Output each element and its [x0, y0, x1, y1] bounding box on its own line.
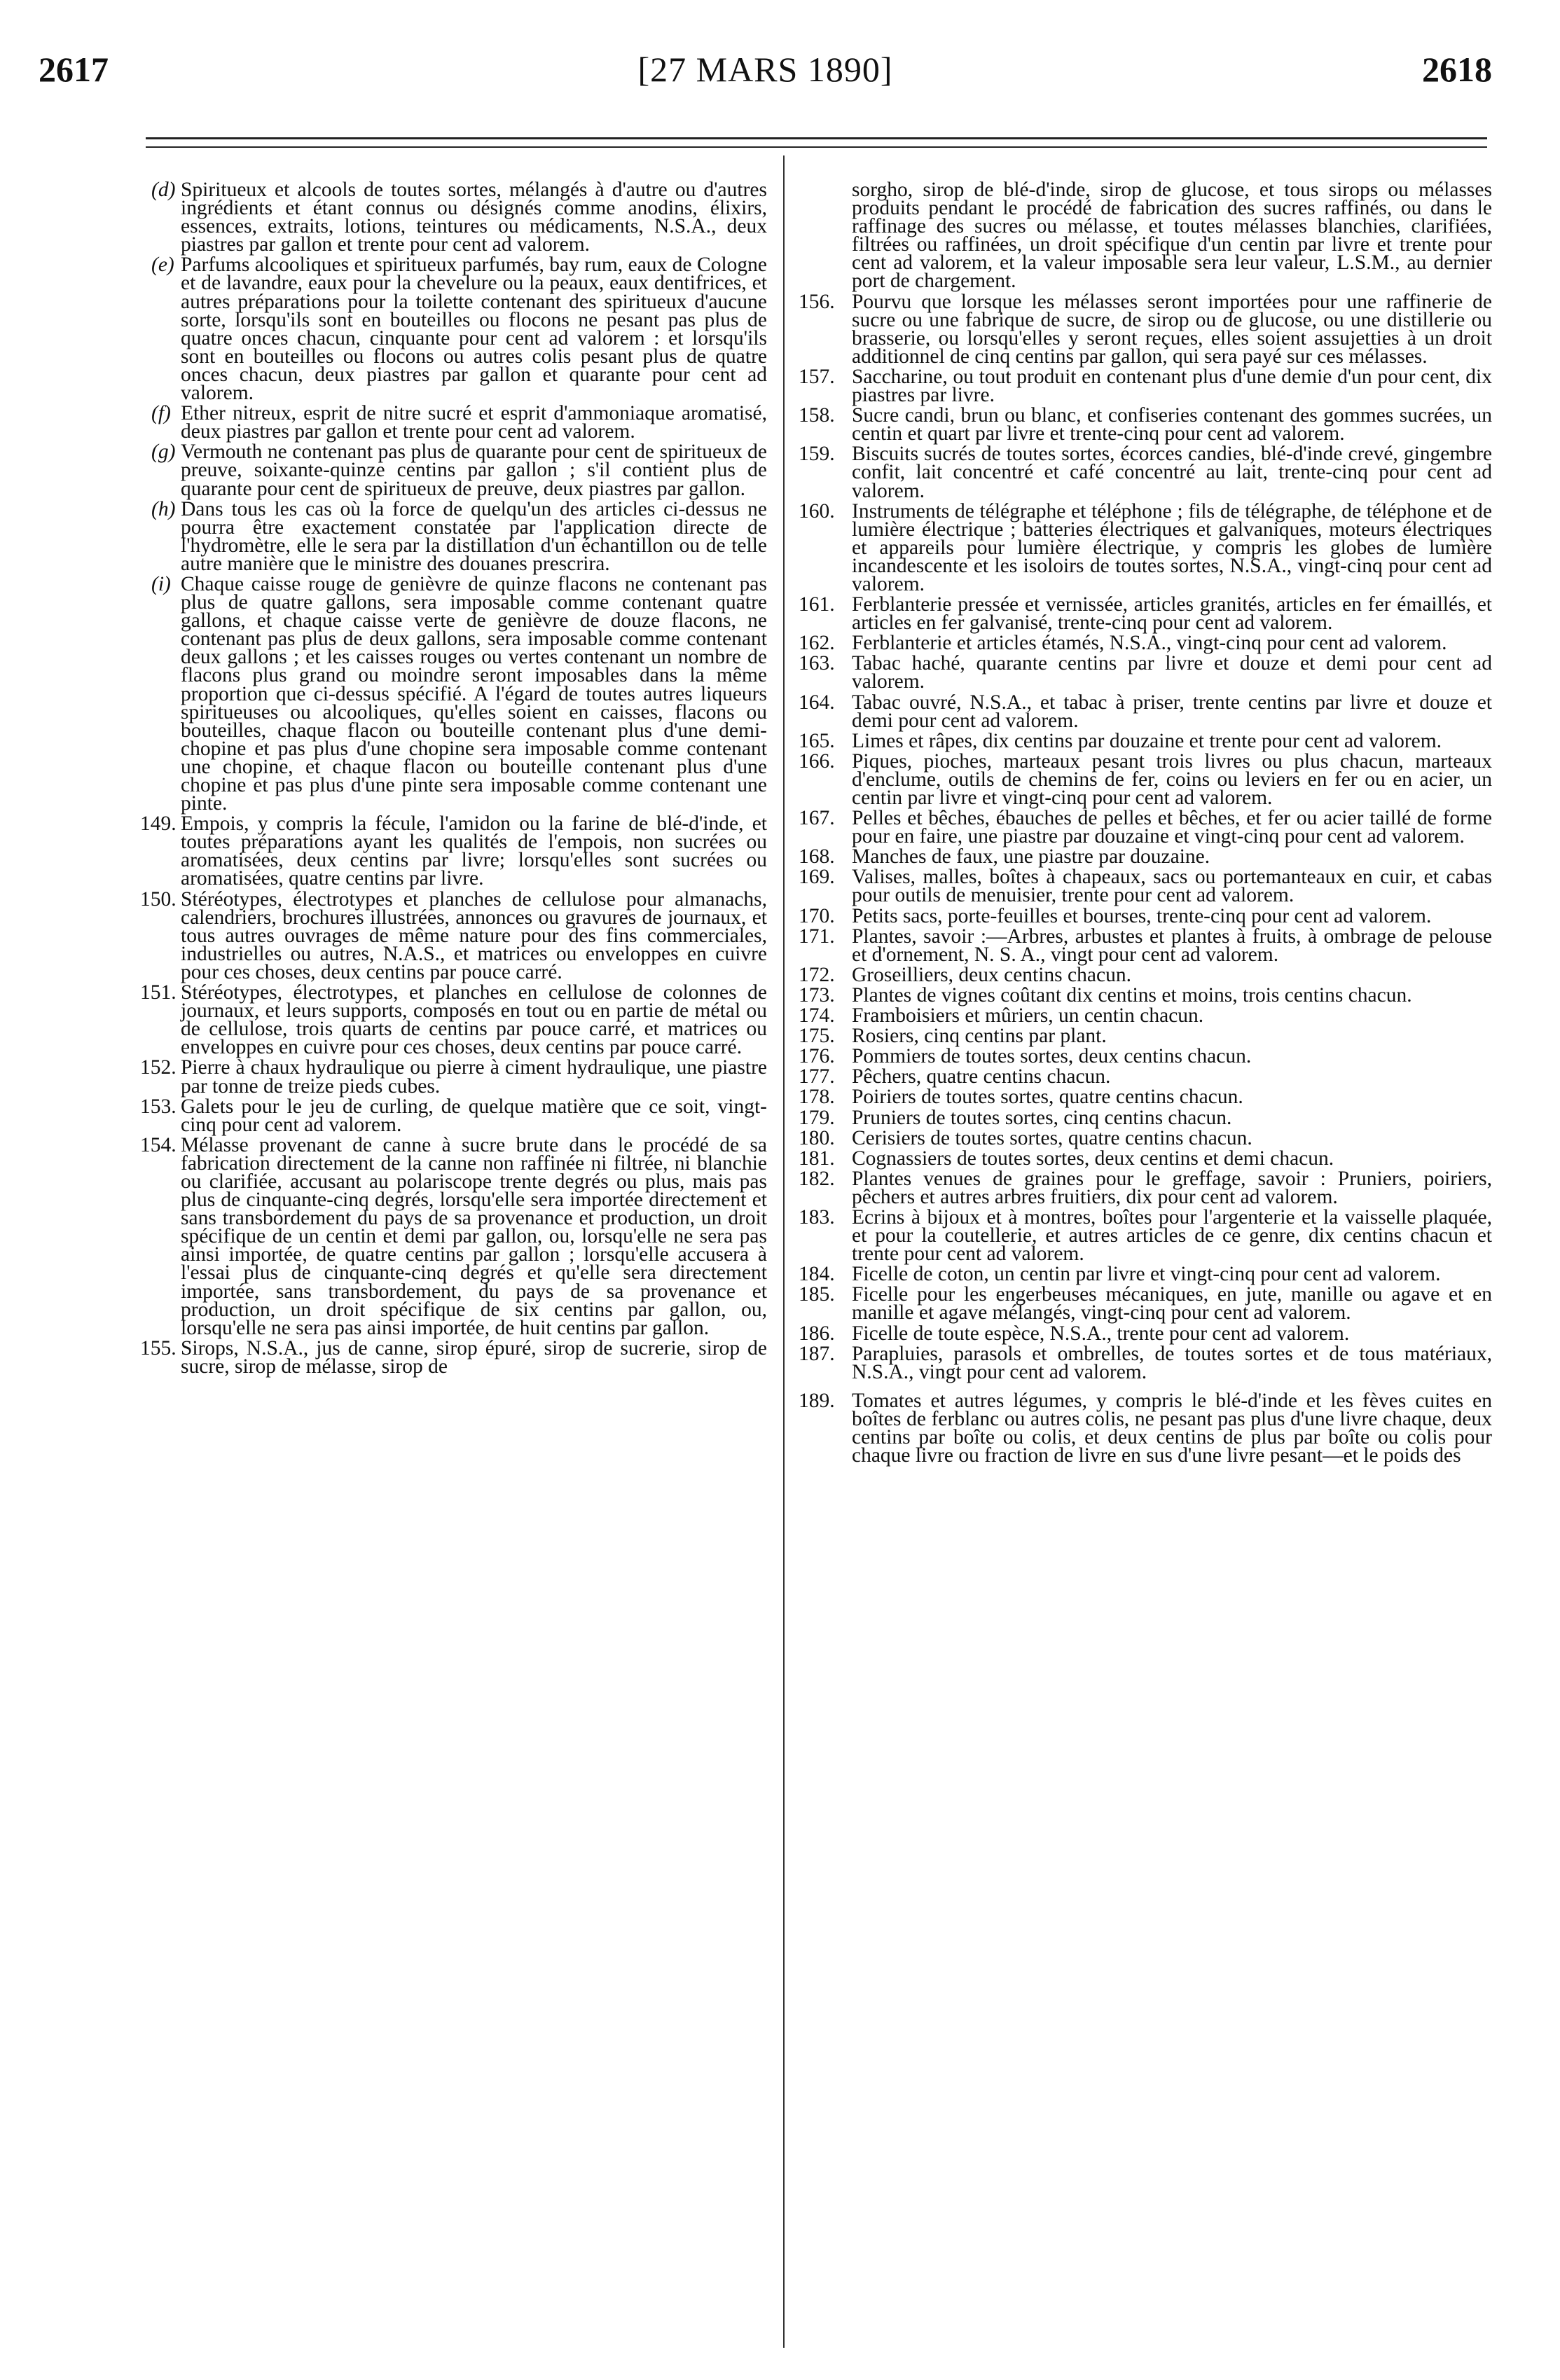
- column-divider: [783, 155, 785, 2348]
- tariff-item-159: [799, 443, 1492, 502]
- entry-label: (h): [151, 497, 176, 520]
- item-number: 181.: [799, 1147, 835, 1170]
- tariff-item-167: [799, 807, 1492, 848]
- tariff-item-189: [799, 1389, 1492, 1467]
- tariff-item-166: [799, 749, 1492, 809]
- entry-text: Dans tous les cas où la force de quelqu'un des articles ci-dessus ne pourra être exactement constatée par l'application directe de l'hydromètre, elle le sera par la distillation d'un échantillon ou de telle autre manière que le ministre des douanes prescrira.: [181, 497, 767, 575]
- item-text: Ecrins à bijoux et à montres, boîtes pour l'argenterie et la vaisselle plaquée, et pour la coutellerie, et autres articles de ce genre, dix centins chacun et trente pour cent ad valorem.: [852, 1205, 1492, 1266]
- tariff-item-169: [799, 866, 1492, 907]
- item-number: 176.: [799, 1045, 835, 1068]
- item-text: Manches de faux, une piastre par douzaine.: [852, 845, 1210, 869]
- tariff-item-176: [799, 1045, 1492, 1068]
- item-text: Parapluies, parasols et ombrelles, de toutes sortes et de tous matériaux, N.S.A., vingt pour cent ad valorem.: [852, 1342, 1492, 1383]
- tariff-item-164: [799, 693, 1492, 730]
- header-rule-thin: [146, 146, 1487, 148]
- item-number: 171.: [799, 925, 835, 948]
- item-text: Pommiers de toutes sortes, deux centins chacun.: [852, 1045, 1252, 1068]
- item-number: 172.: [799, 963, 835, 986]
- entry-label: (f): [151, 402, 171, 425]
- item-text: Rosiers, cinq centins par plant.: [852, 1025, 1107, 1048]
- item-text: Pelles et bêches, ébauches de pelles et bêches, et fer ou acier taillé de forme pour en faire, une piastre par douzaine et vingt-cinq pour cent ad valorem.: [852, 807, 1492, 848]
- item-number: 167.: [799, 807, 835, 830]
- item-number: 184.: [799, 1263, 835, 1286]
- item-number: 166.: [799, 749, 835, 773]
- tariff-item-181: [799, 1149, 1492, 1168]
- item-number: 152.: [140, 1056, 177, 1079]
- tariff-item-151: [140, 981, 767, 1059]
- item-text: Tabac ouvré, N.S.A., et tabac à priser, trente centins par livre et douze et demi pour cent ad valorem.: [852, 691, 1492, 732]
- item-text: Petits sacs, porte-feuilles et bourses, trente-cinq pour cent ad valorem.: [852, 904, 1432, 927]
- tariff-item-155: [140, 1336, 767, 1378]
- item-number: 174.: [799, 1004, 835, 1028]
- item-text: Piques, pioches, marteaux pesant trois livres ou plus chacun, marteaux d'enclume, outils de chemins de fer, coins ou leviers en fer ou en acier, un centin par livre et vingt-cinq pour cent ad valorem.: [852, 749, 1492, 809]
- item-number: 150.: [140, 887, 177, 911]
- item-number: 187.: [799, 1342, 835, 1365]
- item-number: 154.: [140, 1133, 177, 1156]
- item-number: 165.: [799, 729, 835, 752]
- item-text: Pêchers, quatre centins chacun.: [852, 1065, 1111, 1088]
- item-text: Sucre candi, brun ou blanc, et confiseries contenant des gommes sucrées, un centin et quart par livre et trente-cinq pour cent ad valorem.: [852, 404, 1492, 445]
- item-text: Ficelle pour les engerbeuses mécaniques, en jute, manille ou agave et en manille et agave mélangés, vingt-cinq pour cent ad valorem.: [852, 1283, 1492, 1324]
- tariff-item-177: [799, 1067, 1492, 1086]
- item-number: 155.: [140, 1336, 177, 1359]
- tariff-item-155-continued: [799, 181, 1492, 291]
- sub-entry-g: [140, 441, 767, 500]
- item-number: 151.: [140, 981, 177, 1004]
- tariff-item-174: [799, 1004, 1492, 1028]
- item-number: 163.: [799, 652, 835, 675]
- item-number: 169.: [799, 866, 835, 889]
- left-column: [140, 181, 767, 1378]
- entry-text: Ether nitreux, esprit de nitre sucré et esprit d'ammoniaque aromatisé, deux piastres par gallon et trente pour cent ad valorem.: [181, 402, 767, 443]
- tariff-item-161: [799, 593, 1492, 635]
- item-number: 180.: [799, 1126, 835, 1149]
- entry-text: Parfums alcooliques et spiritueux parfumés, bay rum, eaux de Cologne et de lavandre, eaux pour la chevelure ou la peaux, eaux dentifrices, et autres préparations pour la toilette contenant des spiritueux d'aucune sorte, lorsqu'ils sont en bouteilles ou flocons ne pesant pas plus de quatre onces chacun, cinquante pour cent ad valorem : et lorsqu'ils sont en bouteilles ou flocons ou autres colis pesant plus de quatre onces chacun, deux piastres par gallon et quarante pour cent ad valorem.: [181, 254, 767, 405]
- item-text: Instruments de télégraphe et téléphone ; fils de télégraphe, de téléphone et de lumière électrique ; batteries électriques et galvaniques, moteurs électriques et appareils pour lumière électrique, y compris les globes de lumière incandescente et les isoloirs de toutes sortes, N.S.A., vingt-cinq pour cent ad valorem.: [852, 499, 1492, 595]
- item-text: Plantes venues de graines pour le greffage, savoir : Pruniers, poiriers, pêchers et autres arbres fruitiers, dix pour cent ad valorem.: [852, 1167, 1492, 1208]
- item-text: Plantes de vignes coûtant dix centins et moins, trois centins chacun.: [852, 983, 1412, 1006]
- item-text: Ferblanterie et articles étamés, N.S.A., vingt-cinq pour cent ad valorem.: [852, 632, 1447, 655]
- item-text: Mélasse provenant de canne à sucre brute dans le procédé de sa fabrication directement de la canne non raffinée ni filtrée, ni blanchie ou clarifiée, accusant au polariscope trente degrés ou plus, mais pas plus de cinquante-cinq degrés, lorsqu'elle sera importée directement et sans transbordement du pays de sa provenance et production, un droit spécifique de un centin et demi par gallon, ou, lorsqu'elle ne sera pas ainsi importée, de quatre centins par gallon ; lorsqu'elle accusera à l'essai plus de cinquante-cinq degrés et qu'elle sera directement importée, sans transbordement, du pays de sa provenance et production, un droit spécifique de six centins par gallon, ou, lorsqu'elle ne sera pas ainsi importée, de huit centins par gallon.: [181, 1133, 767, 1339]
- entry-text: Spiritueux et alcools de toutes sortes, mélangés à d'autre ou d'autres ingrédients et étant connus ou désignés comme anodins, élixirs, essences, extraits, lotions, teintures ou médicaments, N.S.A., deux piastres par gallon et trente pour cent ad valorem.: [181, 179, 767, 256]
- tariff-item-162: [799, 632, 1492, 655]
- tariff-item-158: [799, 406, 1492, 443]
- item-number: 182.: [799, 1167, 835, 1190]
- entry-text: Vermouth ne contenant pas plus de quarante pour cent de spiritueux de preuve, soixante-quinze centins par gallon ; s'il contient plus de quarante pour cent de spiritueux de preuve, deux piastres par gallon.: [181, 441, 767, 500]
- page-number-right: 2618: [1422, 50, 1492, 89]
- header-date: [27 MARS 1890]: [637, 50, 893, 89]
- tariff-item-157: [799, 365, 1492, 407]
- header-rule-thick: [146, 137, 1487, 139]
- item-text: Framboisiers et mûriers, un centin chacun.: [852, 1004, 1204, 1028]
- right-column: [799, 181, 1492, 1467]
- item-text: Saccharine, ou tout produit en contenant plus d'une demie d'un pour cent, dix piastres par livre.: [852, 365, 1492, 407]
- tariff-item-183: [799, 1205, 1492, 1266]
- item-text: Galets pour le jeu de curling, de quelque matière que ce soit, vingt-cinq pour cent ad valorem.: [181, 1095, 767, 1136]
- item-number: 189.: [799, 1389, 835, 1412]
- tariff-item-179: [799, 1106, 1492, 1129]
- item-text: Biscuits sucrés de toutes sortes, écorces candies, blé-d'inde crevé, gingembre confit, lait concentré et café concentré au lait, trente-cinq pour cent ad valorem.: [852, 443, 1492, 502]
- item-text: Tabac haché, quarante centins par livre et douze et demi pour cent ad valorem.: [852, 652, 1492, 693]
- item-text: Pierre à chaux hydraulique ou pierre à ciment hydraulique, une piastre par tonne de treize pieds cubes.: [181, 1056, 767, 1098]
- item-text: Groseilliers, deux centins chacun.: [852, 963, 1131, 986]
- item-text: Stéréotypes, électrotypes et planches de cellulose pour almanachs, calendriers, brochures illustrées, annonces ou gravures de journaux, et tous autres ouvrages de même nature pour des fins commerciales, industrielles ou autres, N.A.S., et matrices ou enveloppes en cuivre pour ces choses, deux centins par pouce carré.: [181, 887, 767, 983]
- item-number: 159.: [799, 443, 835, 466]
- tariff-item-170: [799, 904, 1492, 927]
- tariff-item-175: [799, 1025, 1492, 1048]
- item-number: 160.: [799, 499, 835, 523]
- item-text: Limes et râpes, dix centins par douzaine et trente pour cent ad valorem.: [852, 729, 1442, 752]
- tariff-item-160: [799, 499, 1492, 595]
- tariff-item-172: [799, 963, 1492, 986]
- sub-entry-h: [140, 497, 767, 575]
- tariff-item-153: [140, 1095, 767, 1136]
- tariff-item-163: [799, 654, 1492, 691]
- item-number: 157.: [799, 365, 835, 388]
- sub-entry-f: [140, 404, 767, 441]
- item-number: 183.: [799, 1205, 835, 1229]
- tariff-item-182: [799, 1167, 1492, 1208]
- tariff-item-185: [799, 1285, 1492, 1322]
- item-text: Ficelle de toute espèce, N.S.A., trente pour cent ad valorem.: [852, 1322, 1350, 1345]
- item-text: Pourvu que lorsque les mélasses seront importées pour une raffinerie de sucre ou une fabrique de sucre, de sirop ou de glucose, ou une distillerie ou brasserie, ou lorsqu'elles y seront reçues, elles soient assujetties à un droit additionnel de cinq centins par gallon, qui sera payé sur ces mélasses.: [852, 290, 1492, 368]
- item-number: 173.: [799, 983, 835, 1006]
- item-number: 161.: [799, 593, 835, 616]
- item-number: 177.: [799, 1065, 835, 1088]
- tariff-item-154: [140, 1133, 767, 1339]
- item-number: 168.: [799, 845, 835, 869]
- entry-label: (e): [151, 254, 174, 277]
- item-text: sorgho, sirop de blé-d'inde, sirop de glucose, et tous sirops ou mélasses produits pendant le procédé de fabrication des sucres raffinés, ou dans le raffinage des sucres ou mélasse, et toutes mélasses blanchies, clarifiées, filtrées ou raffinées, un droit spécifique d'un centin par livre et trente pour cent ad valorem, et la valeur imposable sera leur valeur, L.S.M., au dernier port de chargement.: [852, 179, 1492, 293]
- item-text: Sirops, N.S.A., jus de canne, sirop épuré, sirop de sucrerie, sirop de sucre, sirop de mélasse, sirop de: [181, 1336, 767, 1378]
- item-text: Ferblanterie pressée et vernissée, articles granités, articles en fer émaillés, et articles en fer galvanisé, trente-cinq pour cent ad valorem.: [852, 593, 1492, 635]
- tariff-item-149: [140, 812, 767, 890]
- item-number: 186.: [799, 1322, 835, 1345]
- item-text: Ficelle de coton, un centin par livre et vingt-cinq pour cent ad valorem.: [852, 1263, 1441, 1286]
- tariff-item-173: [799, 983, 1492, 1006]
- item-number: 170.: [799, 904, 835, 927]
- item-text: Stéréotypes, électrotypes, et planches en cellulose de colonnes de journaux, et leurs supports, composés en tout ou en partie de métal ou de cellulose, trois quarts de centins par pouce carré, et matrices ou enveloppes en cuivre pour ces choses, deux centins par pouce carré.: [181, 981, 767, 1059]
- item-number: 153.: [140, 1095, 177, 1118]
- tariff-item-186: [799, 1324, 1492, 1343]
- item-number: 185.: [799, 1283, 835, 1306]
- item-number: 164.: [799, 691, 835, 714]
- sub-entry-i: [140, 572, 767, 815]
- item-number: 178.: [799, 1086, 835, 1109]
- page-header: [39, 49, 1492, 105]
- entry-label: (i): [151, 572, 171, 595]
- tariff-item-171: [799, 927, 1492, 964]
- item-number: 179.: [799, 1106, 835, 1129]
- sub-entry-d: [140, 181, 767, 254]
- item-number: 175.: [799, 1025, 835, 1048]
- item-text: Empois, y compris la fécule, l'amidon ou la farine de blé-d'inde, et toutes préparations ayant les qualités de l'empois, non sucrées ou aromatisées, deux centins par livre; lorsqu'elles sont sucrées ou aromatisées, quatre centins par livre.: [181, 812, 767, 890]
- item-text: Valises, malles, boîtes à chapeaux, sacs ou portemanteaux en cuir, et cabas pour outils de menuisier, trente pour cent ad valorem.: [852, 866, 1492, 907]
- tariff-item-150: [140, 887, 767, 983]
- tariff-item-187: [799, 1342, 1492, 1383]
- tariff-item-152: [140, 1056, 767, 1098]
- item-number: 162.: [799, 632, 835, 655]
- sub-entry-e: [140, 254, 767, 405]
- tariff-item-165: [799, 729, 1492, 752]
- tariff-item-180: [799, 1126, 1492, 1149]
- item-number: 156.: [799, 290, 835, 313]
- entry-label: (g): [151, 441, 176, 464]
- tariff-item-168: [799, 845, 1492, 869]
- item-text: Poiriers de toutes sortes, quatre centins chacun.: [852, 1086, 1243, 1109]
- tariff-item-178: [799, 1086, 1492, 1109]
- item-text: Tomates et autres légumes, y compris le blé-d'inde et les fèves cuites en boîtes de ferblanc ou autres colis, ne pesant pas plus d'une livre chaque, deux centins par boîte ou colis, et deux centins de plus par boîte ou colis pour chaque livre ou fraction de livre en sus d'une livre pesant—et le poids des: [852, 1389, 1492, 1467]
- tariff-item-156: [799, 290, 1492, 368]
- page-number-left: 2617: [39, 50, 109, 89]
- item-text: Cognassiers de toutes sortes, deux centins et demi chacun.: [852, 1147, 1334, 1170]
- entry-text: Chaque caisse rouge de genièvre de quinze flacons ne contenant pas plus de quatre gallons, sera imposable comme contenant quatre gallons, et chaque caisse verte de genièvre de douze flacons, ne contenant pas plus de deux gallons, sera imposable comme contenant deux gallons ; et les caisses rouges ou vertes contenant un nombre de flacons plus grand ou moindre seront imposables dans la même proportion que ci-dessus spécifié. A l'égard de toutes autres liqueurs spiritueuses ou alcooliques, qu'elles soient en caisses, flacons ou bouteilles, chaque flacon ou bouteille contenant plus d'une demi-chopine et pas plus d'une chopine sera imposable comme contenant une chopine, et chaque flacon ou bouteille contenant plus d'une chopine et pas plus d'une pinte sera imposable comme contenant une pinte.: [181, 572, 767, 815]
- tariff-item-184: [799, 1263, 1492, 1286]
- item-text: Pruniers de toutes sortes, cinq centins chacun.: [852, 1106, 1232, 1129]
- item-number: 158.: [799, 404, 835, 427]
- item-text: Plantes, savoir :—Arbres, arbustes et plantes à fruits, à ombrage de pelouse et d'ornement, N. S. A., vingt pour cent ad valorem.: [852, 925, 1492, 966]
- item-number: 149.: [140, 812, 177, 836]
- item-text: Cerisiers de toutes sortes, quatre centins chacun.: [852, 1126, 1252, 1149]
- entry-label: (d): [151, 179, 176, 201]
